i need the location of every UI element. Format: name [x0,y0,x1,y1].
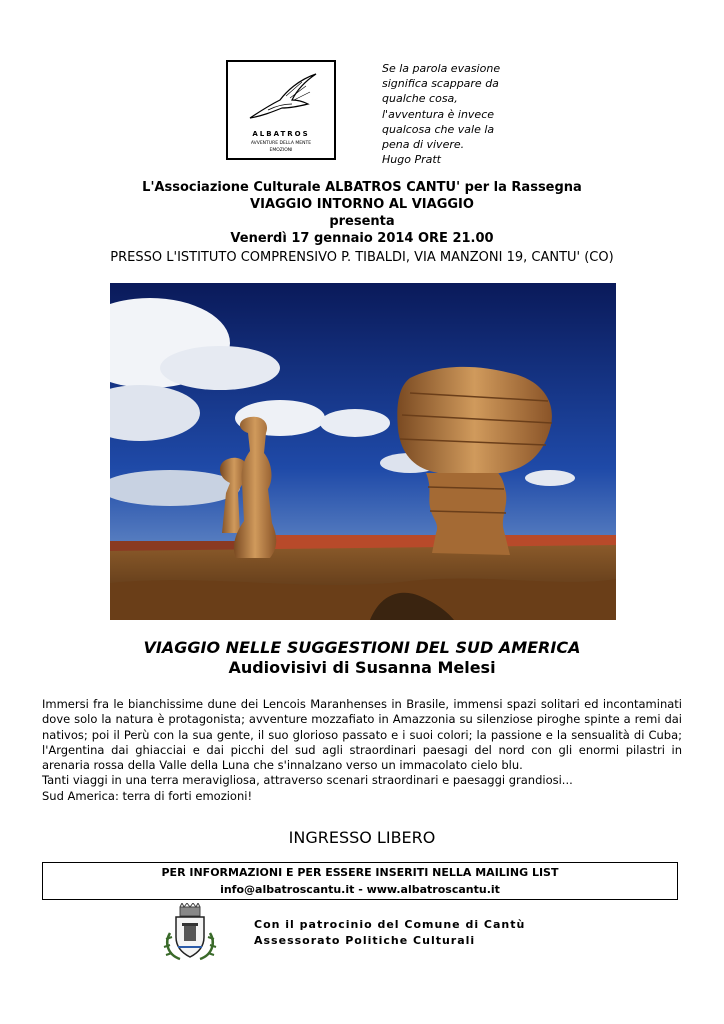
description-line: Tanti viaggi in una terra meravigliosa, attraverso scenari straordinari e paesaggi grandiosi... [42,773,573,788]
albatros-logo [226,60,336,160]
presents-label: presenta [329,214,395,229]
event-venue: PRESSO L'ISTITUTO COMPRENSIVO P. TIBALDI, VIA MANZONI 19, CANTU' (CO) [110,250,614,265]
description-tagline: Sud America: terra di forti emozioni! [42,788,253,803]
info-heading: PER INFORMAZIONI E PER ESSERE INSERITI NELLA MAILING LIST [161,866,559,879]
quote-line: qualche cosa, [382,92,458,106]
quote-line: qualcosa che vale la [382,122,495,136]
association-line: L'Associazione Culturale ALBATROS CANTU' per la Rassegna [142,180,582,195]
patronage-department: Assessorato Politiche Culturali [254,934,476,947]
quote-author: Hugo Pratt [382,153,441,167]
event-subtitle: Audiovisivi di Susanna Melesi [228,658,496,677]
description-paragraph: Immersi fra le bianchissime dune dei Lencois Maranhenses in Brasile, immensi spazi solitari ed incontaminati dove solo la natura è protagonista; avventure mozzafiato in Amazzonia su silenziose piroghe spinte a remi dai nativos; poi il Perù con la sua gente, il suo glorioso passato e i suoi colori; la passione e la sensualità di Cuba; l'Argentina dai ghiacciai e dai picchi del sud agli straordinari paesagi del nord con gli enormi pilastri in arenaria rossa della Valle della Luna che s'innalzano verso un immacolato cielo blu. [42,697,682,773]
cantu-coat-of-arms-icon [160,903,220,963]
contact-links[interactable]: info@albatroscantu.it - www.albatroscantu.it [220,883,500,896]
patronage-line: Con il patrocinio del Comune di Cantù [254,918,526,931]
series-name: VIAGGIO INTORNO AL VIAGGIO [250,197,474,212]
admission-label: INGRESSO LIBERO [288,828,436,847]
event-title: VIAGGIO NELLE SUGGESTIONI DEL SUD AMERICA [143,638,581,657]
info-box [42,862,678,900]
logo-name: ALBATROS [252,130,310,138]
event-date: Venerdì 17 gennaio 2014 ORE 21.00 [230,231,494,246]
quote-line: Se la parola evasione [382,62,501,75]
logo-subtitle-2: EMOZIONI [269,148,293,153]
logo-subtitle: AVVENTURE DELLA MENTE [250,141,312,146]
quote-line: l'avventura è invece [382,107,495,121]
valle-della-luna-photo [110,283,616,620]
event-description [42,697,682,804]
albatros-bird-icon [242,70,322,130]
quote-line: pena di vivere. [382,138,465,152]
hugo-pratt-quote [382,61,542,167]
quote-line: significa scappare da [382,77,499,91]
